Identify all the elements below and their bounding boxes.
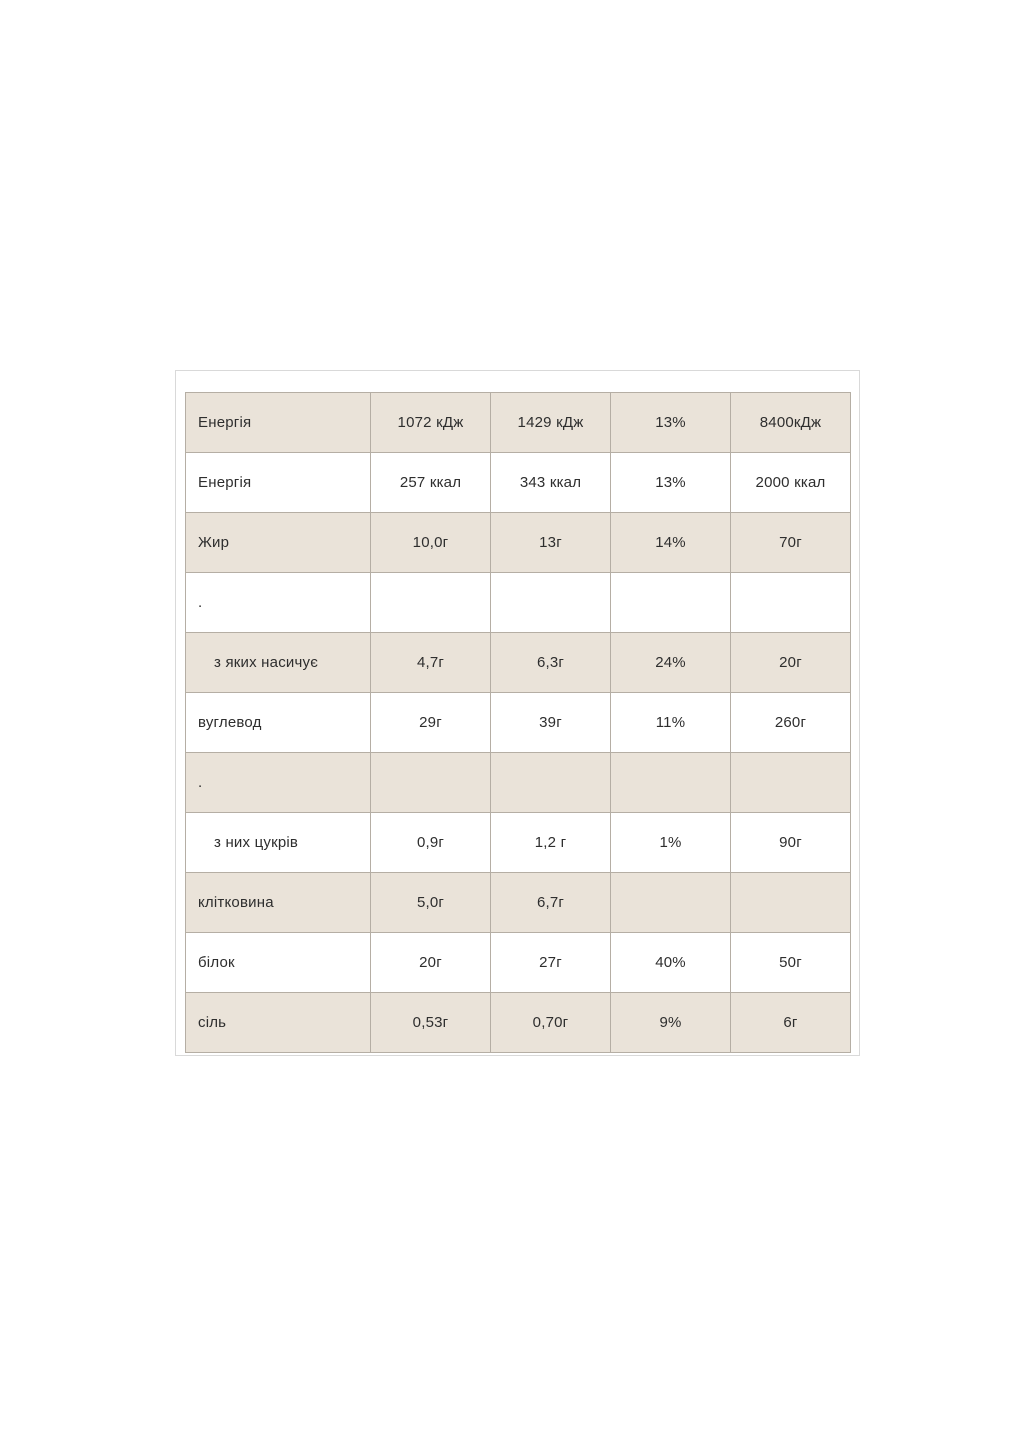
- row-value-cell: [611, 573, 731, 633]
- row-value-cell: 13%: [611, 393, 731, 453]
- row-value-cell: 13%: [611, 453, 731, 513]
- row-value-cell: 0,9г: [371, 813, 491, 873]
- row-value-cell: 9%: [611, 993, 731, 1053]
- table-row: [186, 753, 851, 813]
- table-row: [186, 573, 851, 633]
- row-value-cell: [611, 873, 731, 933]
- table-row: [186, 693, 851, 753]
- row-label-cell: з яких насичує: [186, 633, 371, 693]
- row-value-cell: 4,7г: [371, 633, 491, 693]
- row-value-cell: 27г: [491, 933, 611, 993]
- row-value-cell: 40%: [611, 933, 731, 993]
- row-value-cell: 1%: [611, 813, 731, 873]
- row-value-cell: 50г: [731, 933, 851, 993]
- row-value-cell: 257 ккал: [371, 453, 491, 513]
- table-row: [186, 453, 851, 513]
- row-value-cell: 260г: [731, 693, 851, 753]
- table-row: [186, 393, 851, 453]
- row-label-cell: вуглевод: [186, 693, 371, 753]
- row-value-cell: 6г: [731, 993, 851, 1053]
- row-value-cell: 1429 кДж: [491, 393, 611, 453]
- row-value-cell: 1,2 г: [491, 813, 611, 873]
- row-value-cell: 2000 ккал: [731, 453, 851, 513]
- row-value-cell: 20г: [731, 633, 851, 693]
- table-row: [186, 873, 851, 933]
- row-value-cell: 343 ккал: [491, 453, 611, 513]
- table-row: [186, 993, 851, 1053]
- table-row: [186, 813, 851, 873]
- row-label-cell: білок: [186, 933, 371, 993]
- row-value-cell: 10,0г: [371, 513, 491, 573]
- row-label-cell: сіль: [186, 993, 371, 1053]
- row-value-cell: [611, 753, 731, 813]
- row-value-cell: 0,53г: [371, 993, 491, 1053]
- row-value-cell: 24%: [611, 633, 731, 693]
- row-value-cell: 0,70г: [491, 993, 611, 1053]
- row-value-cell: 90г: [731, 813, 851, 873]
- row-label-cell: з них цукрів: [186, 813, 371, 873]
- row-label-cell: клітковина: [186, 873, 371, 933]
- row-label-cell: .: [186, 573, 371, 633]
- row-value-cell: 8400кДж: [731, 393, 851, 453]
- row-value-cell: 5,0г: [371, 873, 491, 933]
- row-label-cell: Енергія: [186, 453, 371, 513]
- table-row: [186, 513, 851, 573]
- table-row: [186, 633, 851, 693]
- row-value-cell: 1072 кДж: [371, 393, 491, 453]
- row-label-cell: Енергія: [186, 393, 371, 453]
- row-value-cell: 11%: [611, 693, 731, 753]
- row-value-cell: [731, 753, 851, 813]
- row-value-cell: 20г: [371, 933, 491, 993]
- row-value-cell: 13г: [491, 513, 611, 573]
- row-value-cell: [371, 753, 491, 813]
- row-value-cell: 39г: [491, 693, 611, 753]
- row-label-cell: .: [186, 753, 371, 813]
- row-label-cell: Жир: [186, 513, 371, 573]
- row-value-cell: 14%: [611, 513, 731, 573]
- row-value-cell: 70г: [731, 513, 851, 573]
- row-value-cell: 29г: [371, 693, 491, 753]
- row-value-cell: 6,3г: [491, 633, 611, 693]
- row-value-cell: [491, 573, 611, 633]
- row-value-cell: [731, 873, 851, 933]
- row-value-cell: [371, 573, 491, 633]
- row-value-cell: [731, 573, 851, 633]
- table-body: [186, 393, 851, 1053]
- row-value-cell: [491, 753, 611, 813]
- row-value-cell: 6,7г: [491, 873, 611, 933]
- table-row: [186, 933, 851, 993]
- nutrition-facts-table: [185, 392, 851, 1053]
